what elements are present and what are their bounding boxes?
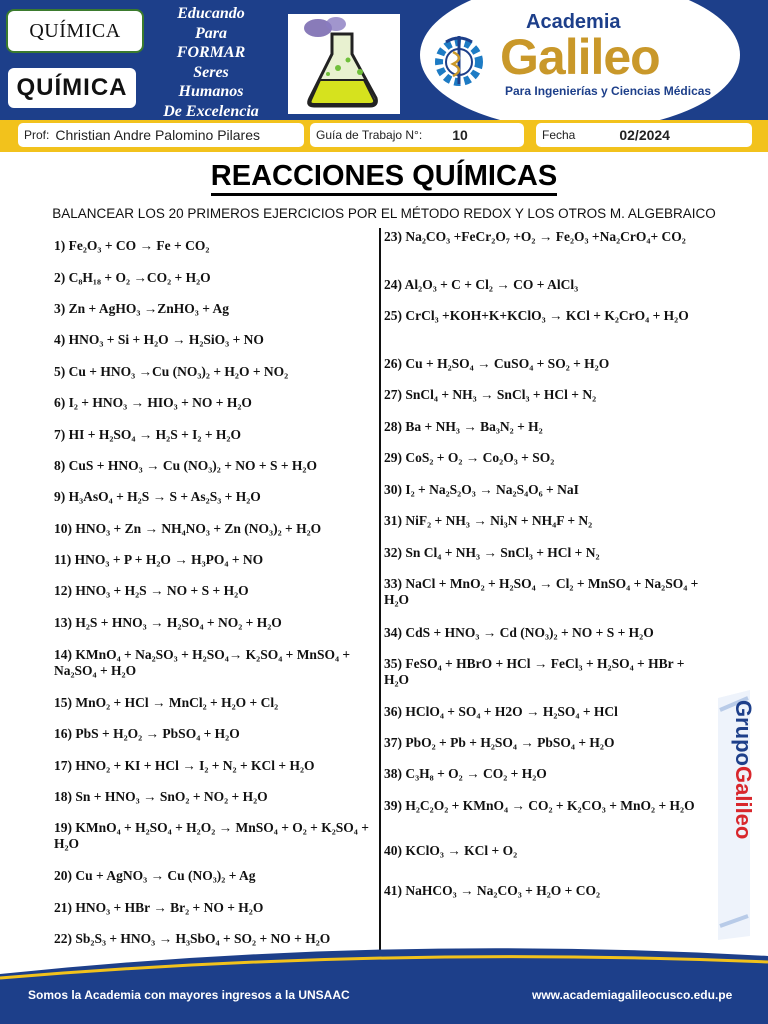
exercise-equation: HNO₃ + Zn → NH₄NO₃ + Zn (NO₃)₂ + H₂O (75, 521, 322, 536)
motto-line: Seres (193, 63, 229, 81)
exercise-number: 29) (384, 450, 402, 465)
header-banner (0, 0, 768, 120)
exercise-item (54, 552, 376, 568)
exercise-equation: Cu + HNO₃ →Cu (NO₃)₂ + H₂O + NO₂ (68, 364, 289, 379)
exercise-number: 36) (384, 704, 402, 719)
date-value: 02/2024 (619, 127, 670, 143)
exercise-equation: MnO₂ + HCl → MnCl₂ + H₂O + Cl₂ (75, 695, 279, 710)
exercise-number: 4) (54, 332, 66, 347)
exercise-item (54, 726, 376, 742)
motto-line: De Excelencia (163, 102, 259, 120)
subject-badge: QUÍMICA (6, 9, 144, 53)
instructions: BALANCEAR LOS 20 PRIMEROS EJERCICIOS POR EL MÉTODO REDOX Y LOS OTROS M. ALGEBRAICO (52, 206, 716, 221)
professor-label: Prof: (24, 128, 50, 142)
date-label: Fecha (542, 128, 576, 142)
side-brand-part2: Galileo (731, 766, 756, 840)
exercise-equation: NiF₂ + NH₃ → Ni₃N + NH₄F + N₂ (405, 513, 593, 528)
exercise-item (384, 419, 710, 435)
exercise-number: 13) (54, 615, 72, 630)
exercise-item (384, 704, 710, 720)
guide-label: Guía de Trabajo N°: (316, 128, 423, 142)
exercise-item (384, 798, 710, 814)
exercise-number: 17) (54, 758, 72, 773)
exercise-item (54, 615, 376, 631)
exercise-number: 3) (54, 301, 66, 316)
exercise-item (384, 277, 710, 293)
professor-value: Christian Andre Palomino Pilares (55, 127, 260, 143)
exercise-equation: HNO₃ + Si + H₂O → H₂SiO₃ + NO (68, 332, 264, 347)
exercise-equation: KMnO₄ + Na₂SO₃ + H₂SO₄→ K₂SO₄ + MnSO₄ + Na₂SO₄ + H₂O (54, 647, 351, 678)
exercise-item (54, 583, 376, 599)
exercise-number: 27) (384, 387, 402, 402)
exercise-number: 20) (54, 868, 72, 883)
column-divider (379, 228, 381, 974)
exercise-number: 1) (54, 238, 66, 253)
exercise-number: 24) (384, 277, 402, 292)
exercise-item (384, 766, 710, 782)
exercise-number: 16) (54, 726, 72, 741)
caduceus-gear-icon (430, 30, 488, 88)
exercise-equation: FeSO₄ + HBrO + HCl → FeCl₃ + H₂SO₄ + HBr + H₂O (384, 656, 685, 687)
exercise-item (54, 789, 376, 805)
exercise-number: 14) (54, 647, 72, 662)
exercise-number: 15) (54, 695, 72, 710)
exercise-item (384, 513, 710, 529)
exercise-number: 33) (384, 576, 402, 591)
exercise-item (54, 427, 376, 443)
page-title-wrap (0, 160, 768, 193)
exercise-equation: H₃AsO₄ + H₂S → S + As₂S₃ + H₂O (68, 489, 261, 504)
motto-line: Para (195, 24, 227, 42)
exercise-item (384, 625, 710, 641)
exercise-item (384, 735, 710, 751)
exercise-equation: Na₂CO₃ +FeCr₂O₇ +O₂ → Fe₂O₃ +Na₂CrO₄+ CO₂ (405, 229, 686, 244)
exercise-number: 22) (54, 931, 72, 946)
exercise-equation: HNO₃ + HBr → Br₂ + NO + H₂O (75, 900, 264, 915)
academy-label: Academia (526, 11, 621, 33)
exercise-equation: H₂C₂O₂ + KMnO₄ → CO₂ + K₂CO₃ + MnO₂ + H₂O (405, 798, 695, 813)
exercise-equation: HClO₄ + SO₄ + H2O → H₂SO₄ + HCl (405, 704, 618, 719)
exercise-equation: Al₂O₃ + C + Cl₂ → CO + AlCl₃ (404, 277, 579, 292)
exercise-item (54, 647, 376, 679)
exercise-number: 35) (384, 656, 402, 671)
exercise-equation: I₂ + Na₂S₂O₃ → Na₂S₄O₆ + NaI (405, 482, 579, 497)
exercise-number: 5) (54, 364, 66, 379)
footer (0, 938, 768, 1024)
exercise-number: 18) (54, 789, 72, 804)
exercise-item (384, 545, 710, 561)
exercise-number: 2) (54, 270, 66, 285)
subject-logo: QUÍMICA (8, 68, 136, 108)
exercise-equation: HNO₃ + P + H₂O → H₃PO₄ + NO (74, 552, 264, 567)
motto-line: Humanos (178, 83, 244, 101)
footer-slogan: Somos la Academia con mayores ingresos a la UNSAAC (28, 988, 350, 1002)
professor-field (18, 123, 304, 147)
motto (148, 4, 274, 122)
exercise-number: 25) (384, 308, 402, 323)
exercise-equation: HNO₂ + KI + HCl → I₂ + N₂ + KCl + H₂O (75, 758, 315, 773)
exercise-equation: Sn Cl₄ + NH₃ → SnCl₃ + HCl + N₂ (405, 545, 600, 560)
exercise-number: 32) (384, 545, 402, 560)
exercise-item (54, 695, 376, 711)
exercise-item (384, 308, 710, 324)
exercise-equation: PbS + H₂O₂ → PbSO₄ + H₂O (75, 726, 240, 741)
exercise-item (54, 489, 376, 505)
exercise-equation: NaHCO₃ → Na₂CO₃ + H₂O + CO₂ (405, 883, 600, 898)
academy-name: Galileo (500, 29, 660, 85)
exercise-equation: KMnO₄ + H₂SO₄ + H₂O₂ → MnSO₄ + O₂ + K₂SO₄ + H₂O (54, 820, 369, 851)
exercise-equation: Sb₂S₃ + HNO₃ → H₃SbO₄ + SO₂ + NO + H₂O (75, 931, 331, 946)
exercise-equation: CrCl₃ +KOH+K+KClO₃ → KCl + K₂CrO₄ + H₂O (405, 308, 689, 323)
exercise-equation: KClO₃ → KCl + O₂ (405, 843, 518, 858)
exercise-number: 39) (384, 798, 402, 813)
exercise-item (54, 238, 376, 254)
exercise-item (384, 482, 710, 498)
footer-website-link[interactable]: www.academiagalileocusco.edu.pe (532, 988, 733, 1002)
exercise-equation: SnCl₄ + NH₃ → SnCl₃ + HCl + N₂ (405, 387, 597, 402)
exercise-equation: I₂ + HNO₃ → HIO₃ + NO + H₂O (68, 395, 252, 410)
page-title: REACCIONES QUÍMICAS (211, 160, 557, 196)
exercise-number: 23) (384, 229, 402, 244)
exercise-item (54, 395, 376, 411)
exercise-item (54, 364, 376, 380)
exercise-number: 11) (54, 552, 72, 567)
exercise-item (54, 900, 376, 916)
exercise-equation: Ba + NH₃ → Ba₃N₂ + H₂ (405, 419, 543, 434)
exercise-number: 21) (54, 900, 72, 915)
exercise-item (384, 843, 710, 859)
exercise-equation: NaCl + MnO₂ + H₂SO₄ → Cl₂ + MnSO₄ + Na₂SO₄ + H₂O (384, 576, 699, 607)
exercise-item (384, 387, 710, 403)
exercise-item (54, 301, 376, 317)
exercise-item (54, 868, 376, 884)
exercise-number: 10) (54, 521, 72, 536)
exercise-equation: Sn + HNO₃ → SnO₂ + NO₂ + H₂O (75, 789, 268, 804)
guide-value: 10 (452, 127, 468, 143)
info-bar (0, 120, 768, 152)
exercise-item (384, 356, 710, 372)
motto-line: Educando (177, 5, 245, 22)
flask-icon (288, 14, 400, 114)
side-brand (716, 700, 756, 900)
exercise-item (384, 883, 710, 899)
exercise-number: 6) (54, 395, 66, 410)
exercise-item (384, 450, 710, 466)
motto-line: FORMAR (176, 44, 246, 62)
exercise-equation: CuS + HNO₃ → Cu (NO₃)₂ + NO + S + H₂O (68, 458, 317, 473)
exercise-item (384, 656, 710, 688)
exercise-equation: PbO₂ + Pb + H₂SO₄ → PbSO₄ + H₂O (405, 735, 615, 750)
exercise-item (54, 820, 376, 852)
academy-tagline: Para Ingenierías y Ciencias Médicas (505, 84, 712, 98)
exercise-equation: Cu + H₂SO₄ → CuSO₄ + SO₂ + H₂O (405, 356, 610, 371)
exercise-equation: Zn + AgHO₃ →ZnHO₃ + Ag (68, 301, 230, 316)
exercise-number: 28) (384, 419, 402, 434)
exercise-number: 38) (384, 766, 402, 781)
exercise-number: 41) (384, 883, 402, 898)
exercise-number: 7) (54, 427, 66, 442)
exercise-item (54, 458, 376, 474)
exercise-item (54, 758, 376, 774)
guide-field (310, 123, 524, 147)
exercise-number: 34) (384, 625, 402, 640)
exercise-equation: HNO₃ + H₂S → NO + S + H₂O (75, 583, 249, 598)
exercise-equation: C₃H₈ + O₂ → CO₂ + H₂O (405, 766, 547, 781)
exercise-equation: HI + H₂SO₄ → H₂S + I₂ + H₂O (68, 427, 241, 442)
date-field (536, 123, 752, 147)
exercise-equation: C₈H₁₈ + O₂ →CO₂ + H₂O (68, 270, 211, 285)
side-brand-part1: Grupo (731, 700, 756, 766)
exercise-equation: H₂S + HNO₃ → H₂SO₄ + NO₂ + H₂O (75, 615, 282, 630)
exercise-number: 9) (54, 489, 66, 504)
exercise-equation: CoS₂ + O₂ → Co₂O₃ + SO₂ (405, 450, 555, 465)
exercise-number: 19) (54, 820, 72, 835)
exercise-number: 26) (384, 356, 402, 371)
exercise-number: 12) (54, 583, 72, 598)
exercise-equation: Cu + AgNO₃ → Cu (NO₃)₂ + Ag (75, 868, 256, 883)
exercise-item (54, 521, 376, 537)
exercise-item (54, 270, 376, 286)
exercise-number: 8) (54, 458, 66, 473)
exercise-number: 31) (384, 513, 402, 528)
exercise-number: 37) (384, 735, 402, 750)
exercise-item (54, 332, 376, 348)
exercise-equation: Fe₂O₃ + CO → Fe + CO₂ (68, 238, 210, 253)
exercise-item (384, 576, 710, 608)
exercise-number: 30) (384, 482, 402, 497)
exercise-number: 40) (384, 843, 402, 858)
exercise-equation: CdS + HNO₃ → Cd (NO₃)₂ + NO + S + H₂O (405, 625, 654, 640)
exercise-item (384, 229, 710, 245)
